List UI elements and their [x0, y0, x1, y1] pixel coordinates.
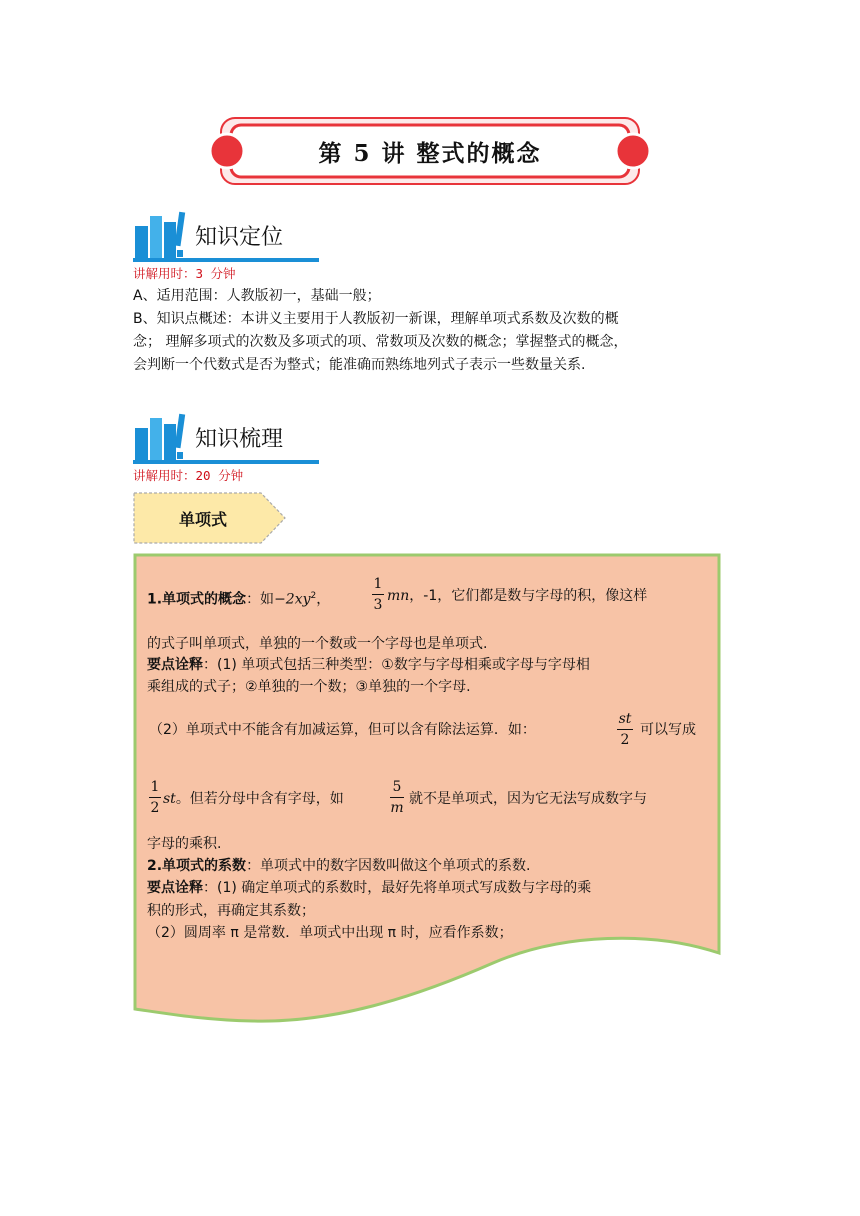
tag-label: 单项式: [178, 509, 227, 529]
fraction-st-over-2: st 2: [618, 711, 632, 748]
term-label: 1.单项式的概念: [147, 591, 247, 608]
paragraph-intro: [133, 285, 733, 377]
section-title: 知识梳理: [195, 427, 284, 452]
line-overview-3: 会判断一个代数式是否为整式；能准确而熟练地列式子表示一些数量关系.: [133, 357, 586, 373]
content-line-11: （2）圆周率 π 是常数．单项式中出现 π 时，应看作系数；: [147, 925, 513, 941]
content-line-7: 字母的乘积.: [147, 836, 222, 852]
content-line-2: 的式子叫单项式，单独的一个数或一个字母也是单项式.: [147, 636, 488, 652]
content-line-8: 2.单项式的系数：单项式中的数字因数叫做这个单项式的系数.: [147, 858, 531, 874]
content-line-3: 要点诠释：(1) 单项式包括三种类型：①数字与字母相乘或字母与字母相: [147, 657, 590, 673]
fraction-one-third: 1 3: [373, 576, 383, 613]
line-overview-2: 念； 理解多项式的次数及多项式的项、常数项及次数的概念；掌握整式的概念，: [133, 334, 628, 350]
math-expression: −2xy: [274, 591, 311, 608]
content-line-10: 积的形式，再确定其系数；: [147, 903, 315, 919]
fraction-one-half: 1 2: [150, 779, 160, 816]
section-title: 知识定位: [195, 225, 284, 250]
title-banner: [205, 112, 655, 190]
line-overview-1: B、知识点概述：本讲义主要用于人教版初一新课，理解单项式系数及次数的概: [133, 311, 619, 327]
page-title: 第 5 讲 整式的概念: [318, 139, 542, 167]
lecture-time: 讲解用时：3 分钟: [133, 266, 236, 281]
section-header-knowledge-position: [133, 208, 323, 264]
content-line-4: 乘组成的式子；②单独的一个数；③单独的一个字母.: [147, 679, 471, 695]
content-line-6: st。但若分母中含有字母，如: [163, 791, 344, 807]
content-line-1b: mn，-1，它们都是数与字母的积，像这样: [387, 588, 648, 604]
lecture-time: 讲解用时：20 分钟: [133, 468, 244, 483]
topic-tag: [133, 492, 288, 544]
content-line-5: （2）单项式中不能含有加减运算，但可以含有除法运算．如：: [149, 722, 536, 738]
line-scope: A、适用范围：人教版初一，基础一般；: [133, 288, 381, 304]
content-line-9: 要点诠释：(1) 确定单项式的系数时，最好先将单项式写成数与字母的乘: [147, 880, 592, 896]
section-header-knowledge-review: [133, 410, 323, 466]
content-line-1: 1.单项式的概念：如$-2xy^2$，: [147, 591, 331, 608]
content-line-6b: 就不是单项式，因为它无法写成数字与: [409, 791, 647, 807]
content-line-5b: 可以写成: [640, 722, 696, 738]
fraction-5-over-m: 5 m: [390, 779, 404, 816]
